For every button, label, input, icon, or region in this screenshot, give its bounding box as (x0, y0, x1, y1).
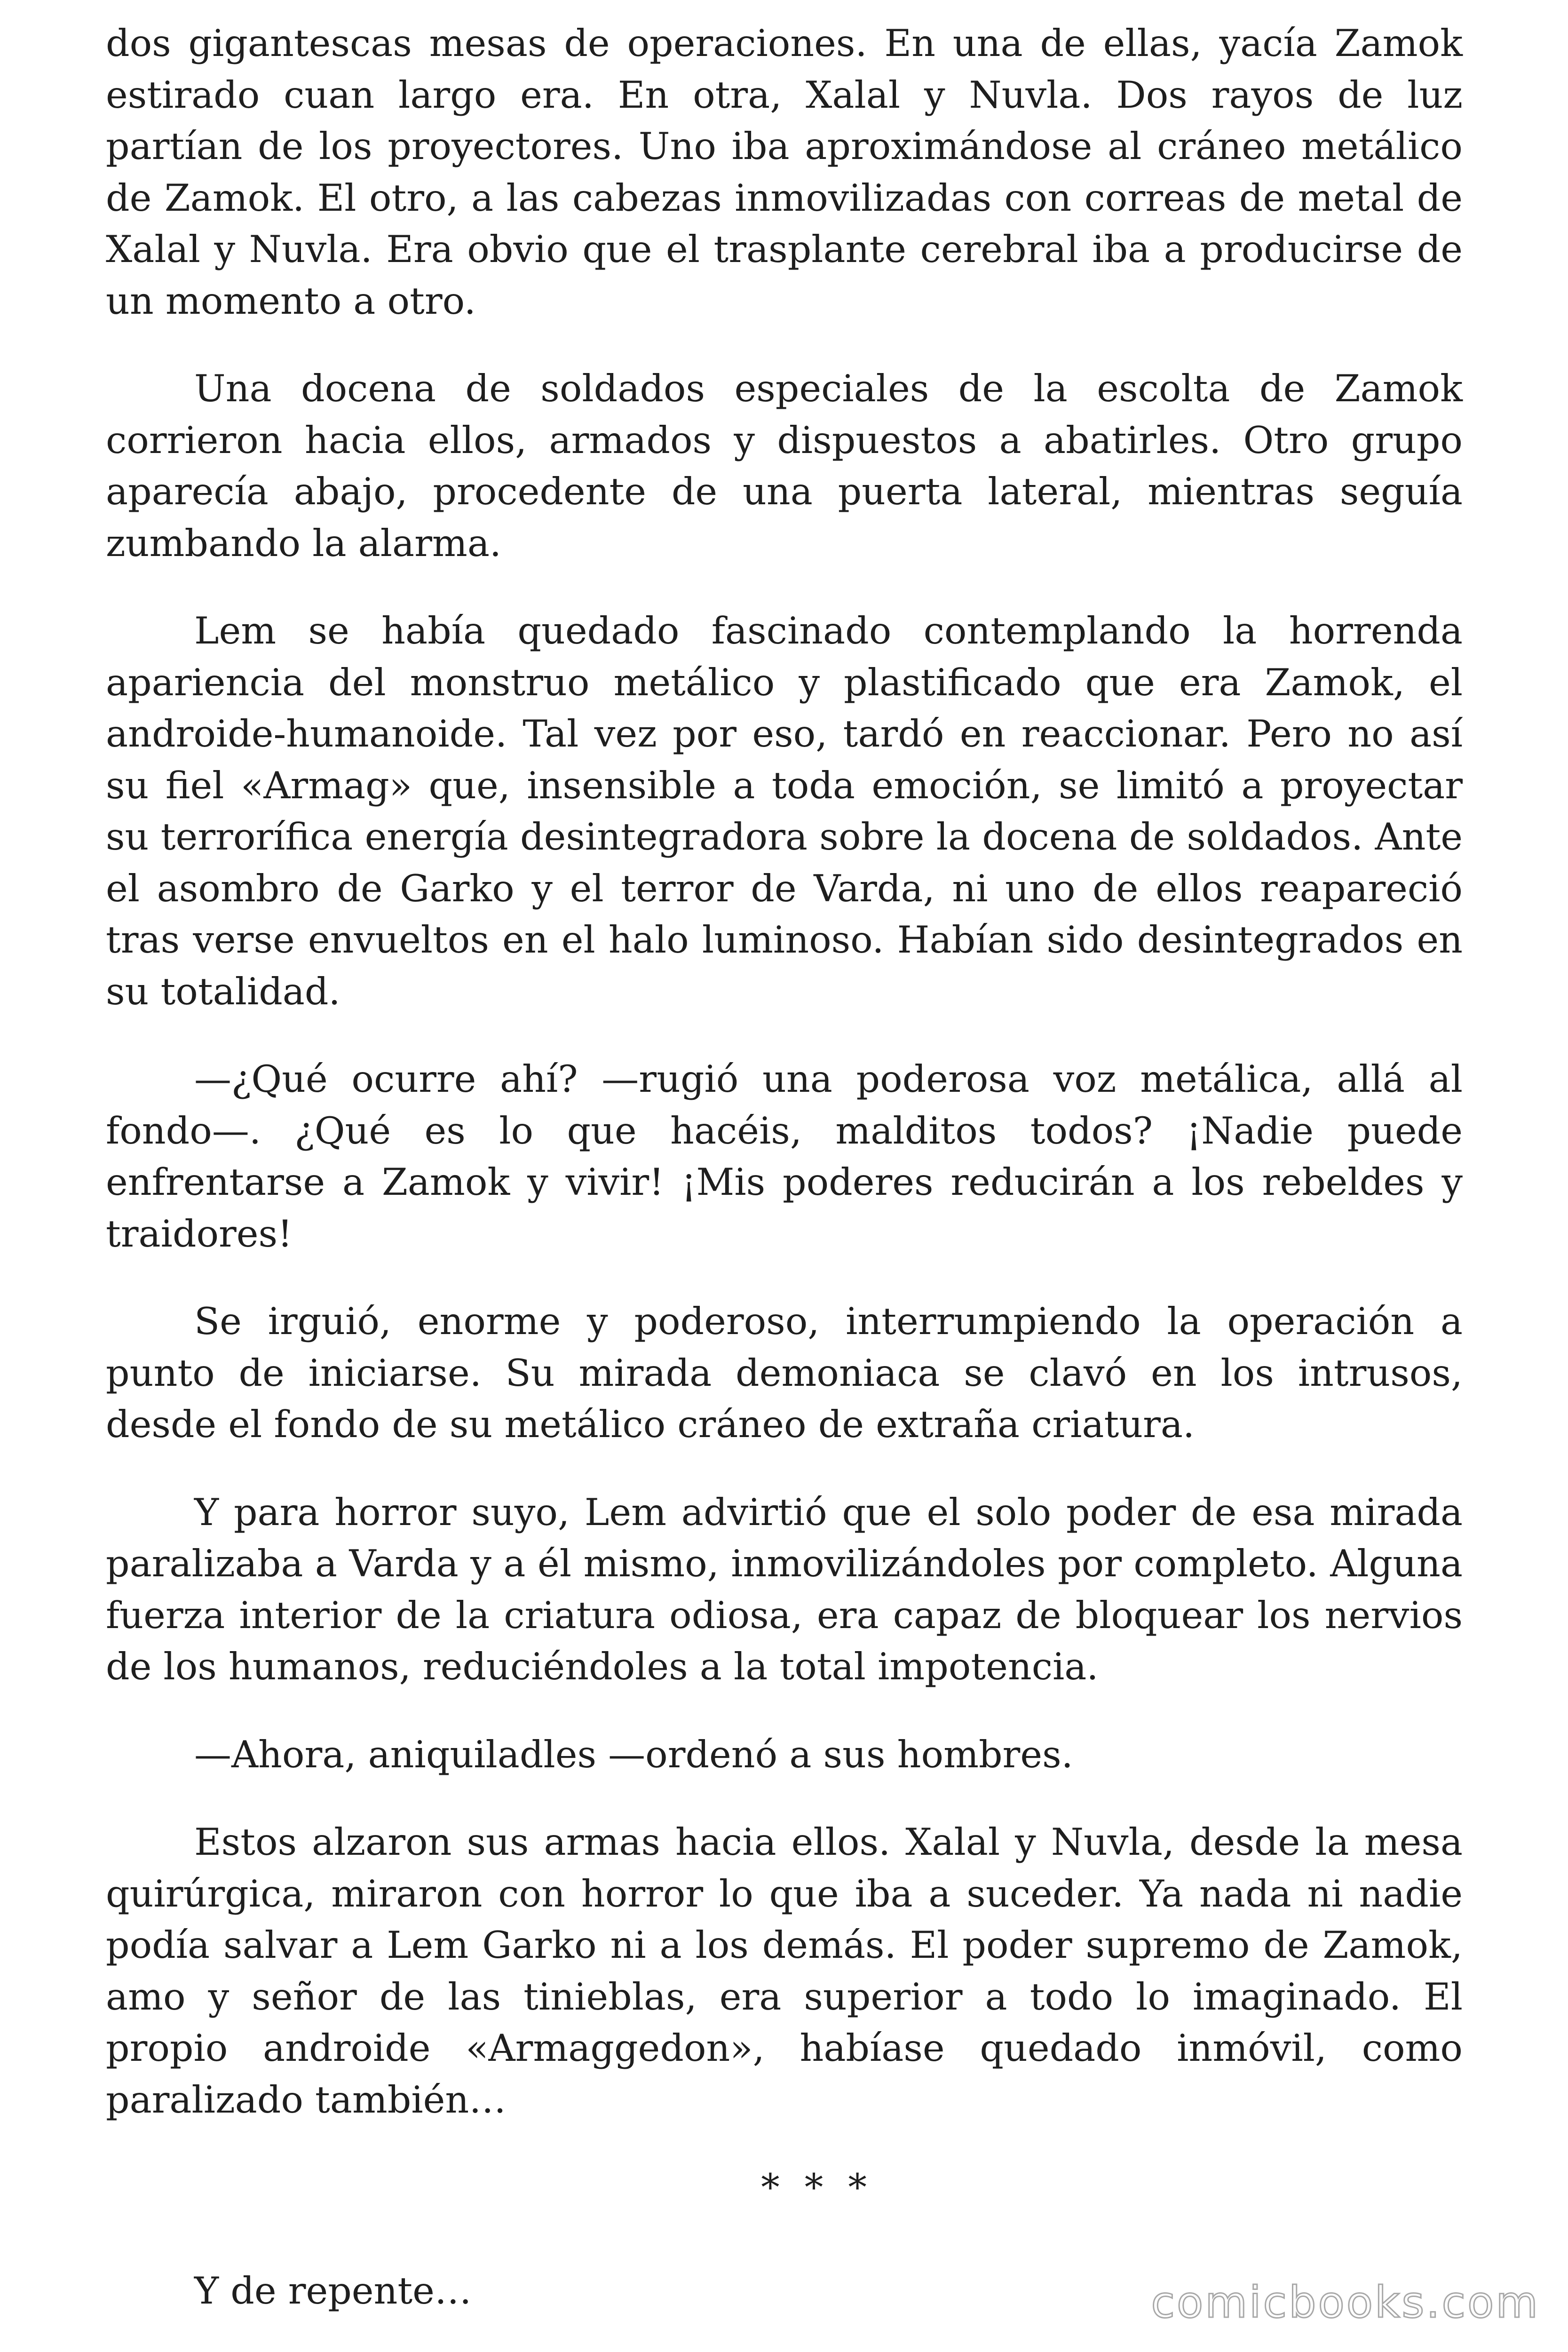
paragraph-3: Lem se había quedado fascinado contemplando la horrenda apariencia del monstruo metálico y plastificado que era Zamok, el androide-humanoide. Tal vez por eso, tardó en reaccionar. Pero no así su fiel «Armag» que, insensible a toda emoción, se limitó a proyectar su terrorífica energía desintegradora sobre la docena de soldados. Ante el asombro de Garko y el terror de Varda, ni uno de ellos reapareció tras verse envueltos en el halo luminoso. Habían sido desintegrados en su totalidad. (106, 609, 1463, 1013)
paragraph-6: Y para horror suyo, Lem advirtió que el solo poder de esa mirada paralizaba a Varda y a él mismo, inmovilizándoles por completo. Alguna fuerza interior de la criatura odiosa, era capaz de bloquear los nervios de los humanos, reduciéndoles a la total impotencia. (106, 1490, 1463, 1688)
paragraph-4: —¿Qué ocurre ahí? —rugió una poderosa voz metálica, allá al fondo—. ¿Qué es lo que hacéis, malditos todos? ¡Nadie puede enfrentarse a Zamok y vivir! ¡Mis poderes reducirán a los rebeldes y traidores! (106, 1057, 1463, 1255)
paragraph-7: —Ahora, aniquiladles —ordenó a sus hombres. (194, 1732, 1073, 1776)
paragraph-2: Una docena de soldados especiales de la escolta de Zamok corrieron hacia ellos, armados y dispuestos a abatirles. Otro grupo aparecía abajo, procedente de una puerta lateral, mientras seguía zumbando la alarma. (106, 367, 1463, 565)
paragraph-8: Estos alzaron sus armas hacia ellos. Xalal y Nuvla, desde la mesa quirúrgica, miraron con horror lo que iba a suceder. Ya nada ni nadie podía salvar a Lem Garko ni a los demás. El poder supremo de Zamok, amo y señor de las tinieblas, era superior a todo lo imaginado. El propio androide «Armaggedon», habíase quedado inmóvil, como paralizado también… (106, 1820, 1463, 2122)
paragraph-1: dos gigantescas mesas de operaciones. En una de ellas, yacía Zamok estirado cuan largo era. En otra, Xalal y Nuvla. Dos rayos de luz partían de los proyectores. Uno iba aproximándose al cráneo metálico de Zamok. El otro, a las cabezas inmovilizadas con correas de metal de Xalal y Nuvla. Era obvio que el trasplante cerebral iba a producirse de un momento a otro. (106, 22, 1463, 323)
page-text (106, 18, 1463, 2352)
paragraph-5: Se irguió, enorme y poderoso, interrumpiendo la operación a punto de iniciarse. Su mirada demoniaca se clavó en los intrusos, desde el fondo de su metálico cráneo de extraña criatura. (106, 1300, 1463, 1446)
scene-separator: * * * (761, 2166, 873, 2209)
final-line: Y de repente… (194, 2269, 472, 2312)
watermark: comicbooks.com (1151, 2277, 1540, 2328)
